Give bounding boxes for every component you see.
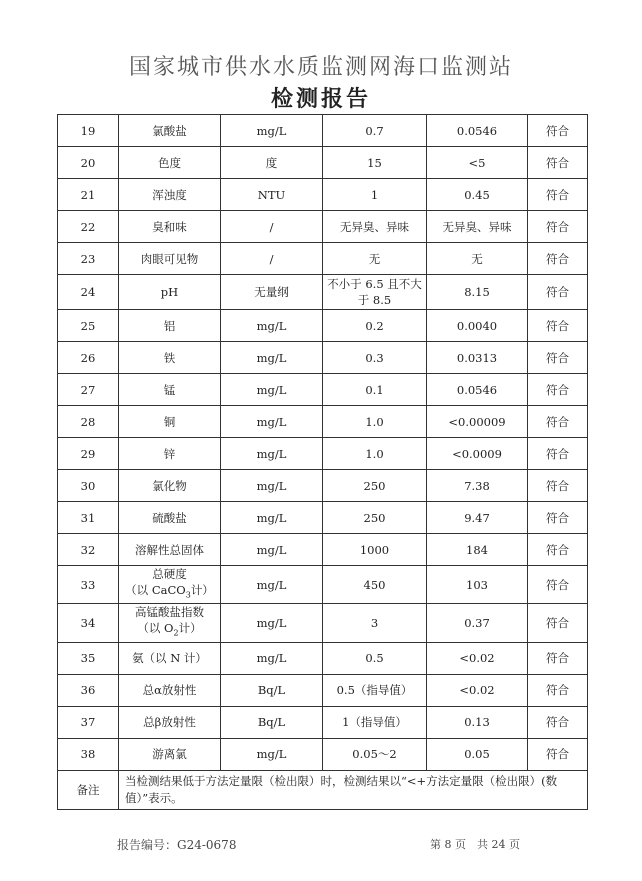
- table-row: [58, 706, 588, 738]
- limit-value: 1（指导值）: [323, 706, 427, 738]
- verdict: 符合: [528, 406, 588, 438]
- note-label: 备注: [58, 770, 119, 809]
- verdict: 符合: [528, 566, 588, 604]
- test-item: 游离氯: [119, 738, 221, 770]
- org-title: 国家城市供水水质监测网海口监测站: [128, 55, 513, 80]
- verdict: 符合: [528, 534, 588, 566]
- limit-value: 0.1: [323, 374, 427, 406]
- verdict: 符合: [528, 275, 588, 310]
- limit-value: 0.05～2: [323, 738, 427, 770]
- item-line-2: （以 CaCO$_3$计）: [125, 583, 214, 600]
- verdict: 符合: [528, 470, 588, 502]
- row-number: 24: [58, 275, 119, 310]
- results-table: [57, 114, 588, 810]
- limit-value: 250: [323, 502, 427, 534]
- test-item: 总α放射性: [119, 674, 221, 706]
- unit: mg/L: [221, 502, 323, 534]
- row-number: 25: [58, 310, 119, 342]
- limit-value: [323, 275, 427, 310]
- unit: mg/L: [221, 738, 323, 770]
- row-number: 22: [58, 211, 119, 243]
- test-item: 锌: [119, 438, 221, 470]
- test-result: 无: [427, 243, 528, 275]
- table-row: [58, 406, 588, 438]
- row-number: 32: [58, 534, 119, 566]
- limit-line-2: 于 8.5: [357, 293, 392, 307]
- test-result: 0.37: [427, 604, 528, 642]
- row-number: 34: [58, 604, 119, 642]
- row-number: 27: [58, 374, 119, 406]
- unit: mg/L: [221, 604, 323, 642]
- test-result: 0.45: [427, 179, 528, 211]
- report-number: 报告编号：G24-0678: [117, 838, 237, 852]
- test-item: pH: [119, 275, 221, 310]
- limit-value: 1.0: [323, 438, 427, 470]
- limit-value: 0.3: [323, 342, 427, 374]
- item-line-2: （以 $O_2$计）: [137, 621, 202, 638]
- test-result: <0.00009: [427, 406, 528, 438]
- table-row: [58, 374, 588, 406]
- test-item: 铁: [119, 342, 221, 374]
- table-row: [58, 674, 588, 706]
- verdict: 符合: [528, 604, 588, 642]
- row-number: 20: [58, 147, 119, 179]
- table-row: [58, 470, 588, 502]
- row-number: 26: [58, 342, 119, 374]
- row-number: 35: [58, 642, 119, 674]
- limit-value: 3: [323, 604, 427, 642]
- verdict: 符合: [528, 374, 588, 406]
- table-row: [58, 115, 588, 147]
- unit: mg/L: [221, 566, 323, 604]
- test-result: 184: [427, 534, 528, 566]
- limit-value: 15: [323, 147, 427, 179]
- verdict: 符合: [528, 642, 588, 674]
- verdict: 符合: [528, 502, 588, 534]
- verdict: 符合: [528, 738, 588, 770]
- row-number: 33: [58, 566, 119, 604]
- row-number: 23: [58, 243, 119, 275]
- table-row: [58, 310, 588, 342]
- test-result: 7.38: [427, 470, 528, 502]
- unit: /: [221, 211, 323, 243]
- limit-value: 1: [323, 179, 427, 211]
- verdict: 符合: [528, 179, 588, 211]
- test-item: 氯酸盐: [119, 115, 221, 147]
- table-row: [58, 642, 588, 674]
- unit: 度: [221, 147, 323, 179]
- test-item: 氨（以 N 计）: [119, 642, 221, 674]
- test-result: <0.02: [427, 642, 528, 674]
- test-item: 肉眼可见物: [119, 243, 221, 275]
- test-item: 色度: [119, 147, 221, 179]
- test-result: 103: [427, 566, 528, 604]
- table-row: [58, 438, 588, 470]
- unit: Bq/L: [221, 674, 323, 706]
- unit: mg/L: [221, 342, 323, 374]
- row-number: 29: [58, 438, 119, 470]
- unit: mg/L: [221, 534, 323, 566]
- unit: Bq/L: [221, 706, 323, 738]
- limit-value: 1.0: [323, 406, 427, 438]
- note-row: [58, 770, 588, 809]
- unit: mg/L: [221, 470, 323, 502]
- table-row: [58, 604, 588, 642]
- table-row: [58, 566, 588, 604]
- row-number: 31: [58, 502, 119, 534]
- table-row: [58, 211, 588, 243]
- table-row: [58, 342, 588, 374]
- limit-value: 无异臭、异味: [323, 211, 427, 243]
- verdict: 符合: [528, 706, 588, 738]
- item-line-1: 总硬度: [152, 567, 187, 581]
- unit: NTU: [221, 179, 323, 211]
- test-item: 锰: [119, 374, 221, 406]
- unit: mg/L: [221, 115, 323, 147]
- test-result: 8.15: [427, 275, 528, 310]
- table-row: [58, 738, 588, 770]
- test-result: 0.0546: [427, 374, 528, 406]
- unit: mg/L: [221, 438, 323, 470]
- test-item: 总β放射性: [119, 706, 221, 738]
- table-row: [58, 243, 588, 275]
- unit: mg/L: [221, 310, 323, 342]
- test-result: 0.05: [427, 738, 528, 770]
- verdict: 符合: [528, 147, 588, 179]
- test-item: 铜: [119, 406, 221, 438]
- verdict: 符合: [528, 243, 588, 275]
- test-item: 硫酸盐: [119, 502, 221, 534]
- row-number: 36: [58, 674, 119, 706]
- unit: mg/L: [221, 406, 323, 438]
- test-result: 0.13: [427, 706, 528, 738]
- test-result: 0.0313: [427, 342, 528, 374]
- row-number: 30: [58, 470, 119, 502]
- unit: mg/L: [221, 642, 323, 674]
- verdict: 符合: [528, 342, 588, 374]
- limit-value: 0.5（指导值）: [323, 674, 427, 706]
- note-text: 当检测结果低于方法定量限（检出限）时，检测结果以“<+方法定量限（检出限）(数值）”表示。: [119, 770, 588, 809]
- table-row: [58, 179, 588, 211]
- limit-value: 0.7: [323, 115, 427, 147]
- verdict: 符合: [528, 438, 588, 470]
- test-item: 臭和味: [119, 211, 221, 243]
- test-result: <5: [427, 147, 528, 179]
- report-title: 检测报告: [270, 86, 371, 112]
- unit: /: [221, 243, 323, 275]
- row-number: 37: [58, 706, 119, 738]
- test-result: <0.0009: [427, 438, 528, 470]
- test-result: 0.0040: [427, 310, 528, 342]
- limit-value: 0.2: [323, 310, 427, 342]
- row-number: 19: [58, 115, 119, 147]
- limit-line-1: 不小于 6.5 且不大: [327, 277, 422, 291]
- test-item: [119, 566, 221, 604]
- test-item: 浑浊度: [119, 179, 221, 211]
- item-line-1: 高锰酸盐指数: [135, 605, 204, 620]
- test-item: [119, 604, 221, 642]
- row-number: 38: [58, 738, 119, 770]
- test-item: 铝: [119, 310, 221, 342]
- test-result: 无异臭、异味: [427, 211, 528, 243]
- limit-value: 0.5: [323, 642, 427, 674]
- test-result: <0.02: [427, 674, 528, 706]
- test-item: 溶解性总固体: [119, 534, 221, 566]
- test-result: 0.0546: [427, 115, 528, 147]
- table-row: [58, 147, 588, 179]
- test-item: 氯化物: [119, 470, 221, 502]
- verdict: 符合: [528, 674, 588, 706]
- verdict: 符合: [528, 211, 588, 243]
- limit-value: 无: [323, 243, 427, 275]
- unit: mg/L: [221, 374, 323, 406]
- row-number: 21: [58, 179, 119, 211]
- limit-value: 450: [323, 566, 427, 604]
- table-row: [58, 275, 588, 310]
- row-number: 28: [58, 406, 119, 438]
- unit: 无量纲: [221, 275, 323, 310]
- table-row: [58, 502, 588, 534]
- table-row: [58, 534, 588, 566]
- page-info: 第 8 页 共 24 页: [430, 838, 520, 851]
- limit-value: 250: [323, 470, 427, 502]
- verdict: 符合: [528, 115, 588, 147]
- limit-value: 1000: [323, 534, 427, 566]
- test-result: 9.47: [427, 502, 528, 534]
- verdict: 符合: [528, 310, 588, 342]
